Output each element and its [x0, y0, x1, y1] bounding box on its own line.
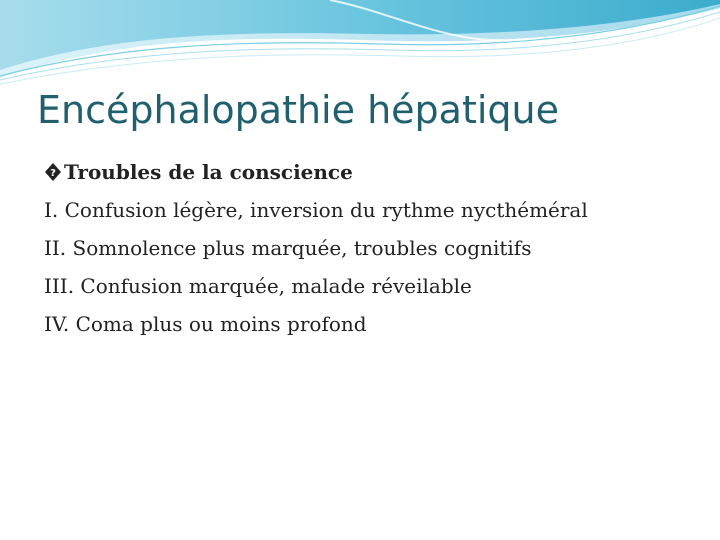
- bullet-heading: [44, 156, 704, 194]
- svg-text:?: ?: [50, 168, 56, 179]
- list-item: III. Confusion marquée, malade réveilable: [44, 274, 472, 298]
- slide-title: Encéphalopathie hépatique: [37, 88, 559, 132]
- list-item: IV. Coma plus ou moins profond: [44, 312, 367, 336]
- list-item: I. Confusion légère, inversion du rythme nycthéméral: [44, 198, 588, 222]
- bullet-heading-text: Troubles de la conscience: [64, 160, 353, 184]
- decorative-wave-header: [0, 0, 720, 90]
- slide-content: [44, 156, 704, 346]
- list-item: II. Somnolence plus marquée, troubles cognitifs: [44, 236, 532, 260]
- missing-glyph-icon: [44, 162, 62, 182]
